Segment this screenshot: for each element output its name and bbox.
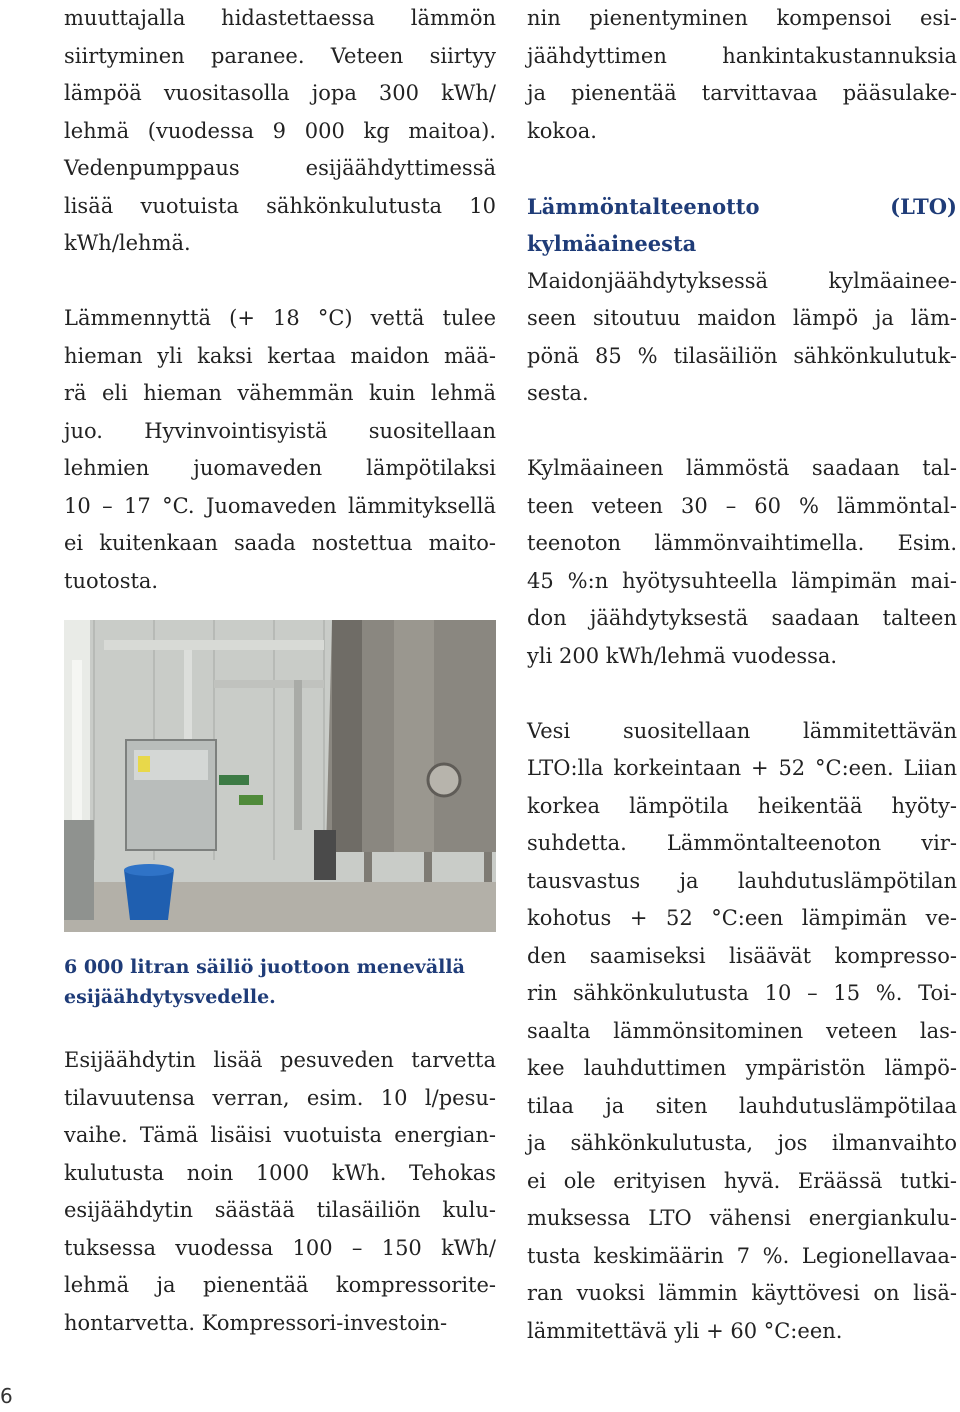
text-line: juo. Hyvinvointisyistä suositellaan bbox=[64, 418, 496, 443]
text-line: lisää vuotuista sähkönkulutusta 10 bbox=[64, 193, 496, 218]
text-line: kulutusta noin 1000 kWh. Tehokas bbox=[64, 1160, 496, 1185]
caption-line: esijäähdytysvedelle. bbox=[64, 986, 276, 1008]
text-line: lehmä (vuodessa 9 000 kg maitoa). bbox=[64, 118, 496, 143]
section-heading-line: Lämmöntalteenotto (LTO) bbox=[527, 193, 957, 219]
text-line: hieman yli kaksi kertaa maidon mää- bbox=[64, 343, 496, 368]
section-heading-line: kylmäaineesta bbox=[527, 231, 697, 256]
left-text-top bbox=[64, 0, 496, 600]
text-line: den saamiseksi lisäävät kompresso- bbox=[527, 943, 957, 968]
left-text-bottom bbox=[64, 1042, 496, 1342]
text-line: pönä 85 % tilasäiliön sähkönkulutuk- bbox=[527, 343, 957, 368]
text-line: muuttajalla hidastettaessa lämmön bbox=[64, 6, 496, 30]
text-line: kokoa. bbox=[527, 118, 597, 143]
left-column-bottom bbox=[64, 1042, 496, 1342]
text-line: hontarvetta. Kompressori-investoin- bbox=[64, 1310, 448, 1335]
text-line: esijäähdytin säästää tilasäiliön kulu- bbox=[64, 1198, 496, 1222]
text-line: saalta lämmönsitominen veteen las- bbox=[527, 1018, 957, 1043]
text-line: lämpöä vuositasolla jopa 300 kWh/ bbox=[64, 81, 496, 105]
text-line: tuotosta. bbox=[64, 568, 159, 593]
text-line: kee lauhduttimen ympäristön lämpö- bbox=[527, 1056, 957, 1080]
text-line: Lämmennyttä (+ 18 °C) vettä tulee bbox=[64, 306, 496, 330]
text-line: Vesi suositellaan lämmitettävän bbox=[527, 718, 957, 743]
text-line: nin pienentyminen kompensoi esi- bbox=[527, 6, 957, 30]
text-line: siirtyminen paranee. Veteen siirtyy bbox=[64, 43, 496, 68]
text-line: seen sitoutuu maidon lämpö ja läm- bbox=[527, 306, 957, 330]
left-column bbox=[64, 0, 496, 600]
text-line: tausvastus ja lauhdutuslämpötilan bbox=[527, 868, 957, 893]
right-text bbox=[527, 0, 957, 1350]
text-line: tusta keskimäärin 7 %. Legionellavaa- bbox=[527, 1243, 957, 1268]
text-line: 10 – 17 °C. Juomaveden lämmityksellä bbox=[64, 493, 496, 518]
text-line: sesta. bbox=[527, 381, 589, 405]
tank-photo bbox=[64, 620, 496, 932]
paragraph-gap bbox=[527, 413, 957, 451]
text-line: tilavuutensa verran, esim. 10 l/pesu- bbox=[64, 1085, 496, 1110]
text-line: lehmien juomaveden lämpötilaksi bbox=[64, 456, 496, 480]
text-line: lämmitettävä yli + 60 °C:een. bbox=[527, 1318, 843, 1343]
text-line: lehmä ja pienentää kompressorite- bbox=[64, 1273, 496, 1297]
caption-line: 6 000 litran säiliö juottoon menevällä bbox=[64, 956, 465, 978]
text-line: Vedenpumppaus esijäähdyttimessä bbox=[64, 156, 496, 180]
text-line: teenoton lämmönvaihtimella. Esim. bbox=[527, 531, 957, 555]
text-line: LTO:lla korkeintaan + 52 °C:een. Liian bbox=[527, 756, 957, 780]
figure-caption bbox=[64, 952, 504, 1012]
text-line: rä eli hieman vähemmän kuin lehmä bbox=[64, 381, 496, 405]
text-line: tilaa ja siten lauhdutuslämpötilaa bbox=[527, 1093, 957, 1118]
text-line: ja sähkönkulutusta, jos ilmanvaihto bbox=[527, 1131, 957, 1155]
text-line: 45 %:n hyötysuhteella lämpimän mai- bbox=[527, 568, 957, 593]
paragraph-gap bbox=[527, 150, 957, 188]
right-column bbox=[527, 0, 957, 1350]
text-line: yli 200 kWh/lehmä vuodessa. bbox=[527, 643, 838, 668]
text-line: ran vuoksi lämmin käyttövesi on lisä- bbox=[527, 1281, 957, 1305]
text-line: kWh/lehmä. bbox=[64, 231, 191, 255]
text-line: ei ole erityisen hyvä. Eräässä tutki- bbox=[527, 1168, 957, 1193]
text-line: ei kuitenkaan saada nostettua maito- bbox=[64, 531, 496, 555]
text-line: kohotus + 52 °C:een lämpimän ve- bbox=[527, 906, 957, 930]
text-line: Esijäähdytin lisää pesuveden tarvetta bbox=[64, 1048, 496, 1072]
text-line: tuksessa vuodessa 100 – 150 kWh/ bbox=[64, 1235, 496, 1260]
text-line: ja pienentää tarvittavaa pääsulake- bbox=[527, 81, 957, 105]
text-line: korkea lämpötila heikentää hyöty- bbox=[527, 793, 957, 818]
text-line: teen veteen 30 – 60 % lämmöntal- bbox=[527, 493, 957, 518]
text-line: Kylmäaineen lämmöstä saadaan tal- bbox=[527, 456, 957, 480]
text-line: suhdetta. Lämmöntalteenoton vir- bbox=[527, 831, 957, 855]
text-line: don jäähdytyksestä saadaan talteen bbox=[527, 606, 957, 630]
paragraph-gap bbox=[527, 675, 957, 713]
paragraph-gap bbox=[64, 263, 496, 301]
text-line: vaihe. Tämä lisäisi vuotuista energian- bbox=[64, 1123, 496, 1147]
text-line: rin sähkönkulutusta 10 – 15 %. Toi- bbox=[527, 981, 957, 1005]
text-line: muksessa LTO vähensi energiankulu- bbox=[527, 1206, 957, 1230]
text-line: jäähdyttimen hankintakustannuksia bbox=[527, 43, 957, 68]
page-number: 6 bbox=[0, 1384, 13, 1408]
text-line: Maidonjäähdytyksessä kylmäainee- bbox=[527, 268, 957, 293]
